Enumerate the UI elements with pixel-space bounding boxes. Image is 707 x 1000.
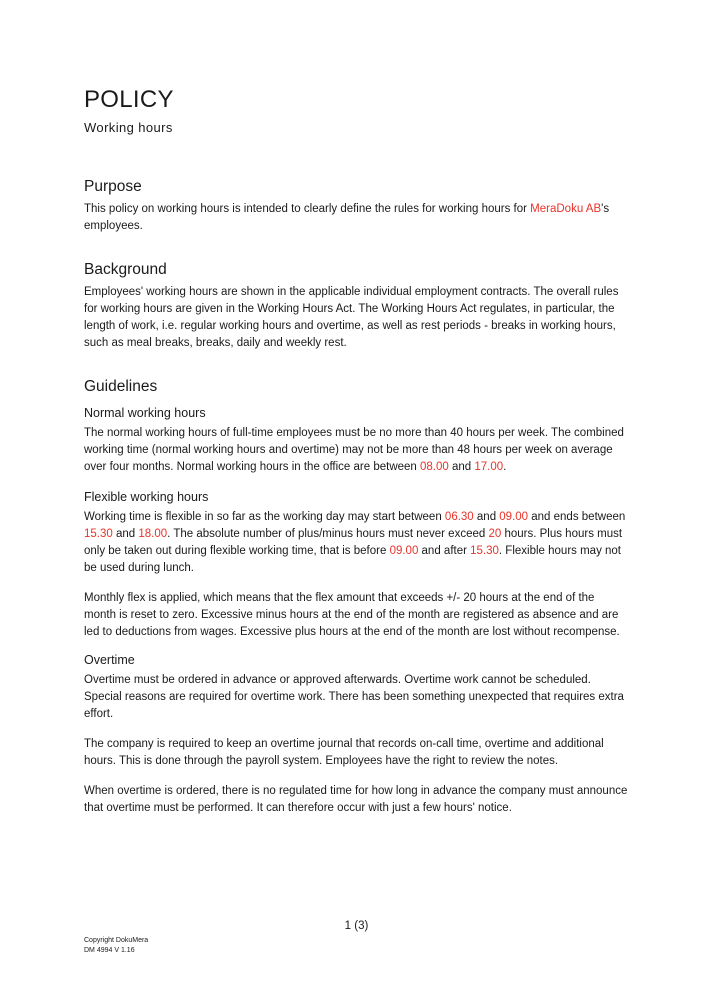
normal-hours-heading: Normal working hours	[84, 406, 206, 420]
purpose-text: This policy on working hours is intended to clearly define the rules for working hours for MeraDoku AB's employees.	[84, 203, 610, 232]
background-section	[84, 261, 629, 352]
background-text: Employees' working hours are shown in the applicable individual employment contracts. The overall rules for working hours are given in the Working Hours Act. The Working Hours Act regulates, in particular, the length of work, i.e. regular working hours and overtime, as well as rest periods - breaks in working hours, such as meal breaks, breaks, daily and weekly rest.	[84, 286, 619, 349]
document-title: POLICY	[84, 86, 174, 113]
document-body	[84, 178, 629, 817]
purpose-heading: Purpose	[84, 178, 142, 195]
guidelines-heading: Guidelines	[84, 378, 158, 395]
monthly-flex-text: Monthly flex is applied, which means that the flex amount that exceeds +/- 20 hours at the end of the month is reset to zero. Excessive minus hours at the end of the month are registered as absence and are led to deductions from wages. Excessive plus hours at the end of the month are lost without recompense.	[84, 592, 620, 638]
overtime-text-2: The company is required to keep an overtime journal that records on-call time, overtime and additional hours. This is done through the payroll system. Employees have the right to review the notes.	[84, 738, 604, 767]
overtime-heading: Overtime	[84, 653, 135, 667]
office-end-time: 17.00	[474, 461, 504, 473]
background-heading: Background	[84, 261, 167, 278]
flexible-hours-heading: Flexible working hours	[84, 490, 209, 504]
overtime-text-1: Overtime must be ordered in advance or approved afterwards. Overtime work cannot be scheduled. Special reasons are required for overtime work. There has been something unexpected that requires extra effort.	[84, 674, 624, 720]
normal-hours-text: The normal working hours of full-time employees must be no more than 40 hours per week. The combined working time (normal working hours and overtime) may not be more than 48 hours per week on average over four months. Normal working hours in the office are between 08.00 and 17.00.	[84, 427, 624, 473]
purpose-section	[84, 178, 629, 235]
footer	[84, 936, 148, 956]
footer-doc-id: DM 4994 V 1.16	[84, 947, 135, 954]
page-number: 1 (3)	[344, 920, 369, 932]
guidelines-section	[84, 378, 629, 817]
office-start-time: 08.00	[420, 461, 449, 473]
footer-copyright: Copyright DokuMera	[84, 937, 149, 944]
document-subtitle: Working hours	[84, 120, 173, 135]
company-name: MeraDoku AB	[530, 203, 602, 215]
overtime-text-3: When overtime is ordered, there is no regulated time for how long in advance the company must announce that overtime must be performed. It can therefore occur with just a few hours' notice.	[84, 785, 628, 814]
flexible-hours-text: Working time is flexible in so far as the working day may start between 06.30 and 09.00 and ends between 15.30 and 18.00. The absolute number of plus/minus hours must never exceed 20 hours. Plus hours must only be taken out during flexible working time, that is before 09.00 and after 15.30. Flexible hours may not be used during lunch.	[84, 511, 626, 574]
